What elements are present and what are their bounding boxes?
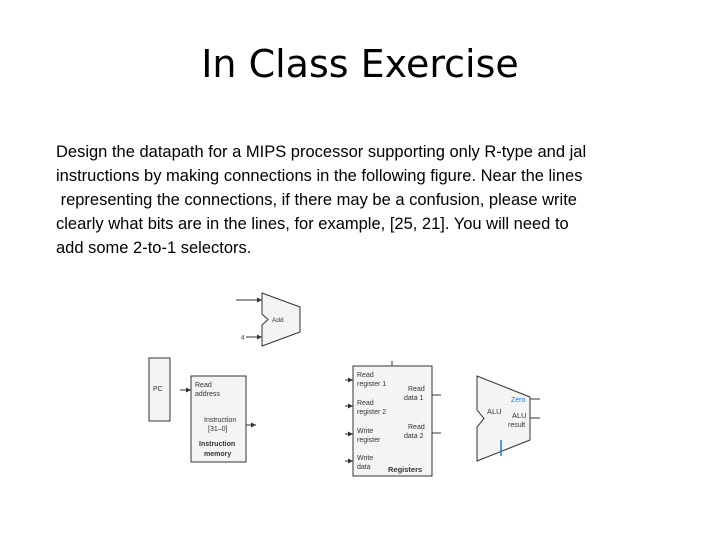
instruction-memory-name-2: memory [204, 451, 232, 458]
instruction-line-2: instructions by making connections in the following figure. Near the lines [56, 167, 583, 185]
alu [477, 376, 540, 461]
write-data-label-2: data [357, 464, 371, 471]
adder-input-b-arrow [257, 335, 262, 340]
read-register-2-label-1: Read [357, 400, 374, 407]
pc-register [149, 358, 170, 421]
register-file [345, 361, 441, 476]
slide-title: In Class Exercise [201, 42, 519, 86]
write-register-label-1: Write [357, 428, 374, 435]
read-register-1-label-1: Read [357, 372, 374, 379]
instruction-line-4: clearly what bits are in the lines, for example, [25, 21]. You will need to [56, 215, 569, 233]
instruction-memory [180, 376, 256, 462]
instruction-memory-name-1: Instruction [199, 441, 236, 448]
read-address-label-1: Read [195, 382, 212, 389]
instruction-output-label-1: Instruction [204, 417, 237, 424]
read-register-1-label-2: register 1 [357, 381, 387, 388]
write-register-arrow [348, 432, 353, 437]
alu-result-label-1: ALU [512, 411, 527, 420]
write-register-label-2: register [357, 437, 381, 444]
read-register-2-label-2: register 2 [357, 409, 387, 416]
write-data-label-1: Write [357, 455, 374, 462]
instruction-output-arrow [251, 423, 256, 428]
read-address-label-2: address [195, 391, 220, 398]
adder-label: Add [272, 317, 284, 324]
read-address-arrow [186, 388, 191, 393]
read-data-1-label-2: data 1 [404, 395, 424, 402]
pc-label: PC [153, 386, 163, 393]
instruction-line-5: add some 2-to-1 selectors. [56, 239, 252, 257]
write-data-arrow [348, 459, 353, 464]
read-data-2-label-2: data 2 [404, 433, 424, 440]
instruction-line-1: Design the datapath for a MIPS processor supporting only R-type and jal [56, 143, 587, 161]
read-data-2-label-1: Read [408, 424, 425, 431]
alu-result-label-2: result [508, 422, 526, 429]
registers-name: Registers [388, 465, 423, 474]
adder [236, 293, 300, 346]
instruction-output-label-2: [31–0] [208, 426, 228, 433]
read-data-1-label-1: Read [408, 386, 425, 393]
alu-zero-label: Zero [511, 397, 526, 404]
read-register-2-arrow [348, 404, 353, 409]
adder-const-four: 4 [241, 334, 245, 342]
instruction-line-3: representing the connections, if there may be a confusion, please write [56, 191, 577, 209]
alu-label: ALU [487, 407, 502, 416]
read-register-1-arrow [348, 378, 353, 383]
adder-input-a-arrow [257, 298, 262, 303]
